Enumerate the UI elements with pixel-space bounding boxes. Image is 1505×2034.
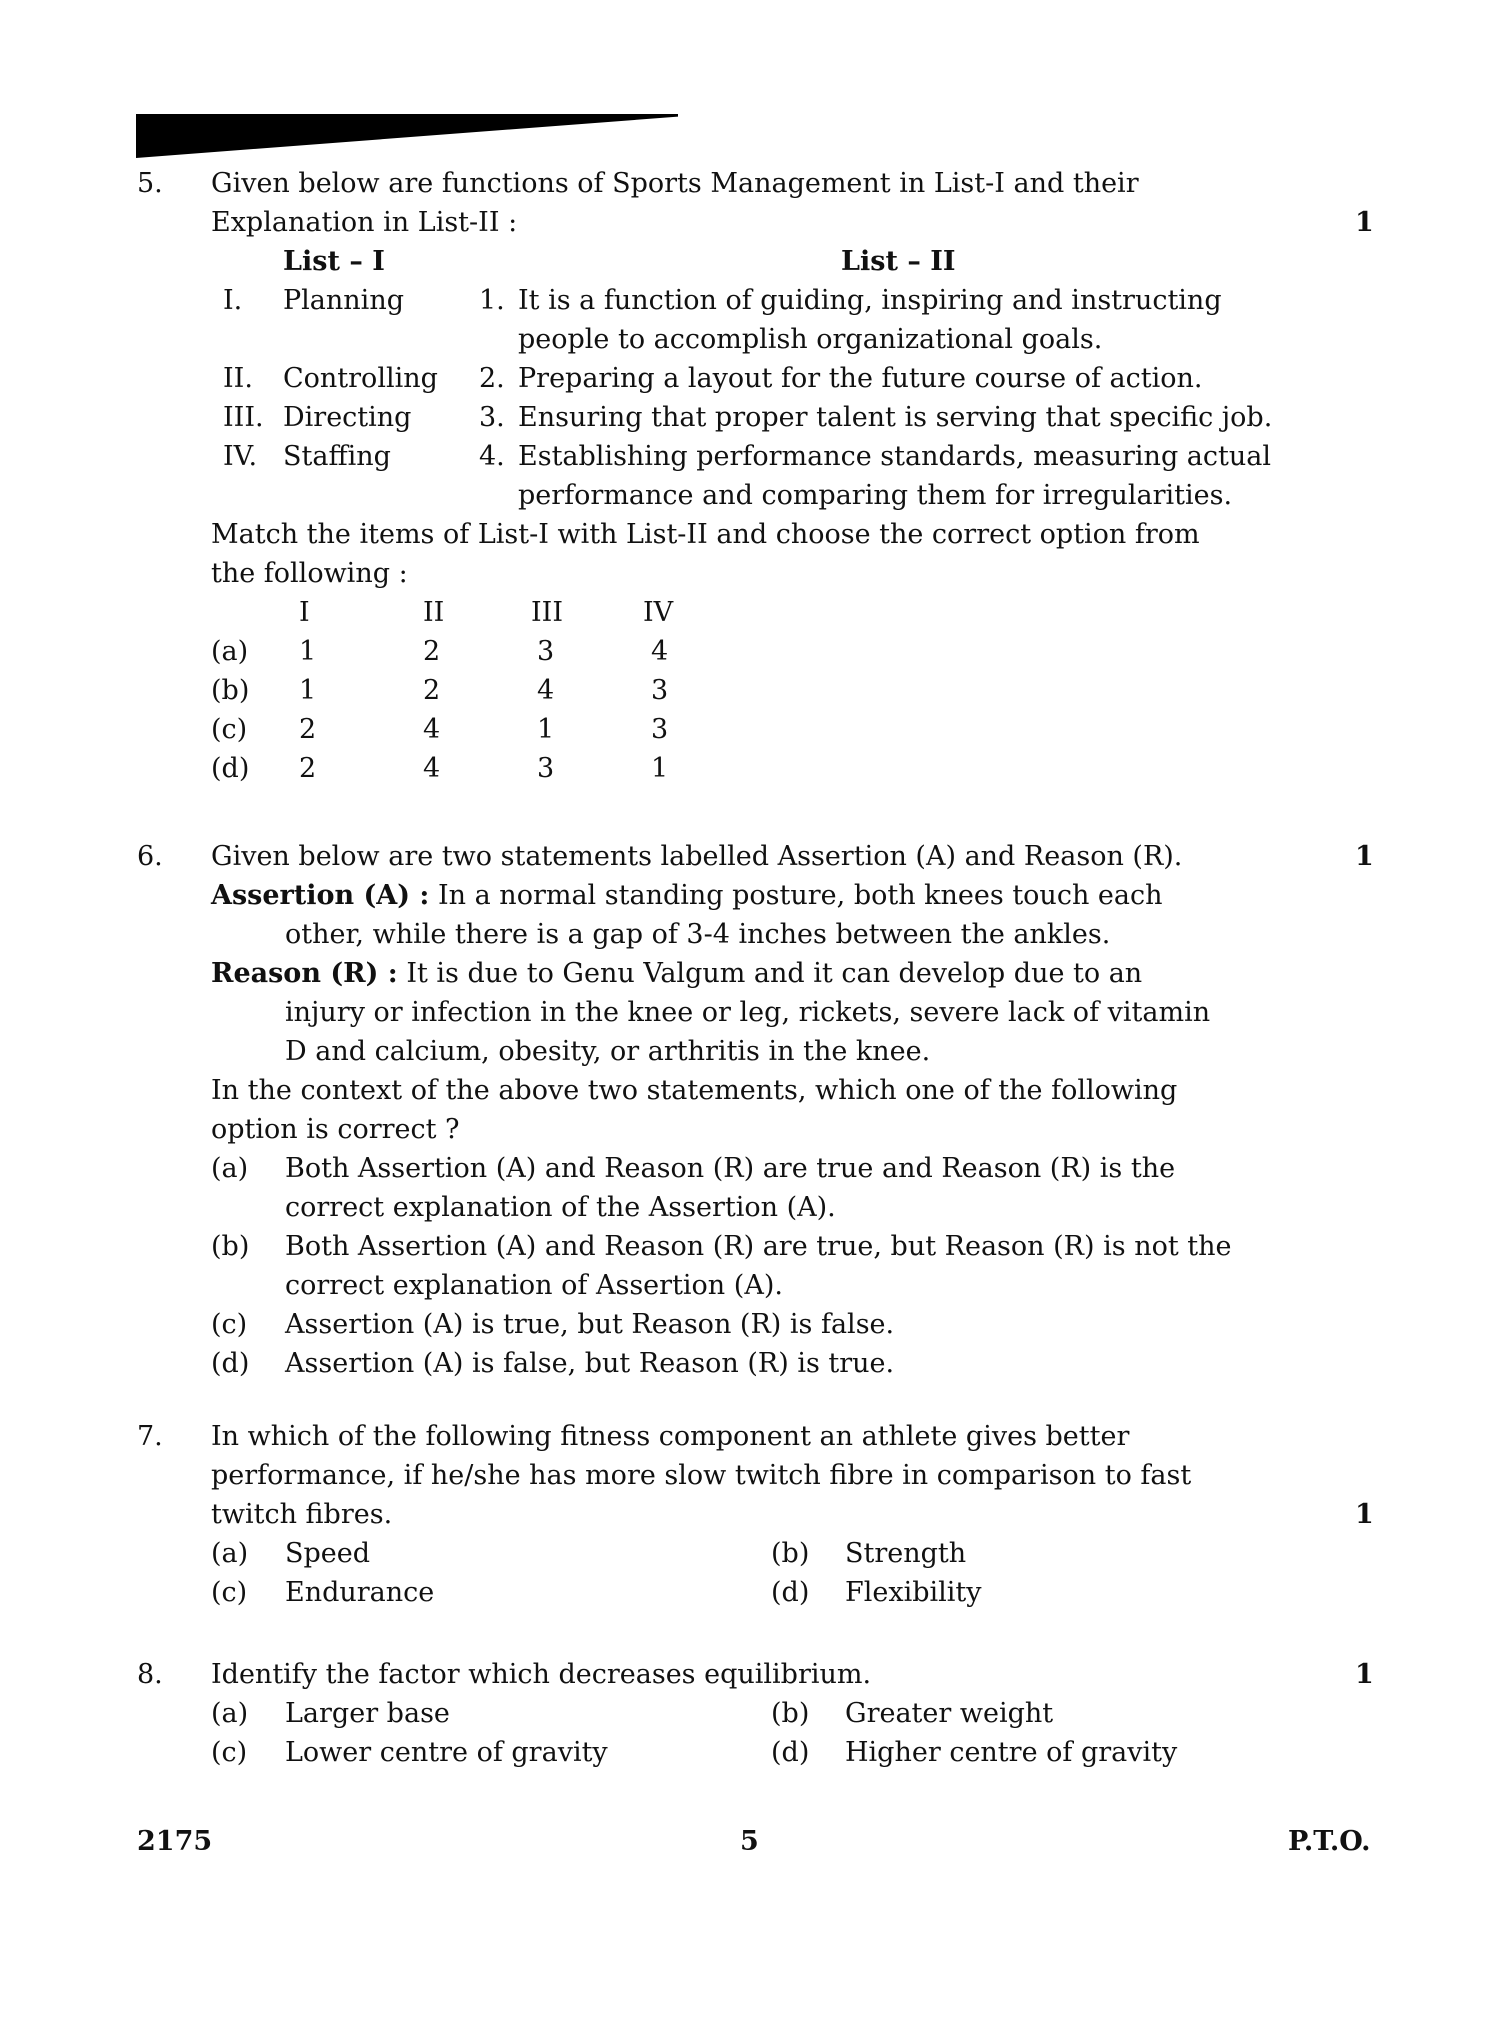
option-endurance[interactable]: Endurance: [285, 1577, 435, 1608]
table-cell: 4: [651, 636, 669, 667]
option-label: (d): [211, 1348, 250, 1379]
table-header: IV: [643, 597, 674, 628]
match-option-row[interactable]: [211, 632, 1387, 671]
table-cell: 2: [299, 714, 317, 745]
reason-label: Reason (R) :: [211, 958, 398, 989]
list1-item: Staffing: [283, 441, 391, 472]
question-stem-line: Given below are functions of Sports Management in List-I and their: [211, 168, 1139, 199]
option-text: Both Assertion (A) and Reason (R) are true, but Reason (R) is not the: [285, 1231, 1232, 1262]
list1-item: Controlling: [283, 363, 438, 394]
list1-item: Directing: [283, 402, 412, 433]
page-number: 5: [740, 1826, 759, 1857]
option-text: Assertion (A) is false, but Reason (R) is true.: [285, 1348, 895, 1379]
list2-num: 4.: [479, 441, 505, 472]
list2-item: It is a function of guiding, inspiring and instructing: [518, 285, 1222, 316]
list1-roman: IV.: [223, 441, 258, 472]
table-cell: 3: [651, 675, 669, 706]
option-text: Assertion (A) is true, but Reason (R) is false.: [285, 1309, 895, 1340]
question-stem-line: Given below are two statements labelled Assertion (A) and Reason (R).: [211, 841, 1183, 872]
list1-roman: I.: [223, 285, 243, 316]
answer-option[interactable]: [211, 1344, 1387, 1383]
list-row: [211, 359, 1387, 398]
list1-header: List – I: [283, 246, 385, 277]
pto-label: P.T.O.: [1288, 1826, 1371, 1857]
question-stem-line: Explanation in List-II :: [211, 207, 518, 238]
assertion-text: In a normal standing posture, both knees touch each: [437, 880, 1163, 911]
option-label: (c): [211, 1309, 248, 1340]
option-flexibility[interactable]: Flexibility: [845, 1577, 982, 1608]
list-row: [211, 281, 1387, 320]
question-stem-line: Identify the factor which decreases equilibrium.: [211, 1659, 872, 1690]
reason-text: It is due to Genu Valgum and it can develop due to an: [406, 958, 1143, 989]
table-cell: 3: [651, 714, 669, 745]
list2-item: Preparing a layout for the future course of action.: [518, 363, 1203, 394]
instruction-line: the following :: [211, 558, 408, 589]
table-header: III: [531, 597, 563, 628]
table-cell: 1: [651, 753, 669, 784]
option-speed[interactable]: Speed: [285, 1538, 371, 1569]
list1-roman: II.: [223, 363, 253, 394]
question-number: 6.: [137, 841, 163, 872]
option-label: (d): [211, 753, 250, 784]
question-number: 8.: [137, 1659, 163, 1690]
option-label: (b): [771, 1538, 810, 1569]
table-cell: 2: [423, 636, 441, 667]
paper-code: 2175: [137, 1826, 213, 1857]
table-cell: 2: [423, 675, 441, 706]
question-number: 5.: [137, 168, 163, 199]
list2-item: people to accomplish organizational goals.: [518, 324, 1103, 355]
redaction-bar: [136, 114, 678, 158]
question-stem-line: In which of the following fitness component an athlete gives better: [211, 1421, 1130, 1452]
match-option-row[interactable]: [211, 710, 1387, 749]
match-table-header: [211, 593, 1387, 632]
question-stem-line: performance, if he/she has more slow twitch fibre in comparison to fast: [211, 1460, 1192, 1491]
match-option-row[interactable]: [211, 671, 1387, 710]
table-cell: 2: [299, 753, 317, 784]
option-label: (c): [211, 714, 248, 745]
list2-num: 3.: [479, 402, 505, 433]
question-number: 7.: [137, 1421, 163, 1452]
assertion-line: [211, 876, 1303, 915]
reason-line: injury or infection in the knee or leg, rickets, severe lack of vitamin: [285, 997, 1211, 1028]
question-mark: 1: [1355, 207, 1374, 238]
option-label: (c): [211, 1737, 248, 1768]
option-label: (c): [211, 1577, 248, 1608]
option-strength[interactable]: Strength: [845, 1538, 967, 1569]
option-label: (a): [211, 1153, 249, 1184]
list2-num: 1.: [479, 285, 505, 316]
assertion-label: Assertion (A) :: [211, 880, 430, 911]
option-label: (a): [211, 636, 249, 667]
table-cell: 3: [537, 636, 555, 667]
match-option-row[interactable]: [211, 749, 1387, 788]
option-text: Both Assertion (A) and Reason (R) are true and Reason (R) is the: [285, 1153, 1176, 1184]
option-text: correct explanation of the Assertion (A).: [285, 1192, 836, 1223]
list2-item: Establishing performance standards, measuring actual: [518, 441, 1271, 472]
assertion-line: other, while there is a gap of 3-4 inches between the ankles.: [285, 919, 1111, 950]
table-header: II: [423, 597, 445, 628]
option-label: (a): [211, 1698, 249, 1729]
table-cell: 3: [537, 753, 555, 784]
table-cell: 1: [299, 636, 317, 667]
list-row: [211, 437, 1387, 476]
option-label: (b): [211, 675, 250, 706]
list2-header: List – II: [841, 246, 956, 277]
question-stem-line: twitch fibres.: [211, 1499, 393, 1530]
question-mark: 1: [1355, 1659, 1374, 1690]
option-label: (d): [771, 1737, 810, 1768]
option-label: (b): [211, 1231, 250, 1262]
option-greater-weight[interactable]: Greater weight: [845, 1698, 1054, 1729]
table-header: I: [299, 597, 310, 628]
table-cell: 4: [537, 675, 555, 706]
list-row: [211, 398, 1387, 437]
table-cell: 4: [423, 714, 441, 745]
list2-num: 2.: [479, 363, 505, 394]
table-cell: 1: [537, 714, 555, 745]
answer-option[interactable]: [211, 1305, 1387, 1344]
option-label: (d): [771, 1577, 810, 1608]
instruction-line: Match the items of List-I with List-II and choose the correct option from: [211, 519, 1200, 550]
context-line: option is correct ?: [211, 1114, 460, 1145]
answer-option[interactable]: [211, 1227, 1387, 1266]
list2-item: performance and comparing them for irregularities.: [518, 480, 1233, 511]
question-mark: 1: [1355, 841, 1374, 872]
reason-line: D and calcium, obesity, or arthritis in the knee.: [285, 1036, 931, 1067]
option-text: correct explanation of Assertion (A).: [285, 1270, 783, 1301]
list2-item: Ensuring that proper talent is serving that specific job.: [518, 402, 1273, 433]
option-label: (b): [771, 1698, 810, 1729]
answer-option[interactable]: [211, 1149, 1387, 1188]
context-line: In the context of the above two statements, which one of the following: [211, 1075, 1178, 1106]
option-lower-cog[interactable]: Lower centre of gravity: [285, 1737, 608, 1768]
list1-item: Planning: [283, 285, 404, 316]
option-larger-base[interactable]: Larger base: [285, 1698, 450, 1729]
table-cell: 4: [423, 753, 441, 784]
option-higher-cog[interactable]: Higher centre of gravity: [845, 1737, 1178, 1768]
reason-line: [211, 954, 1303, 993]
question-mark: 1: [1355, 1499, 1374, 1530]
option-label: (a): [211, 1538, 249, 1569]
list1-roman: III.: [223, 402, 264, 433]
table-cell: 1: [299, 675, 317, 706]
